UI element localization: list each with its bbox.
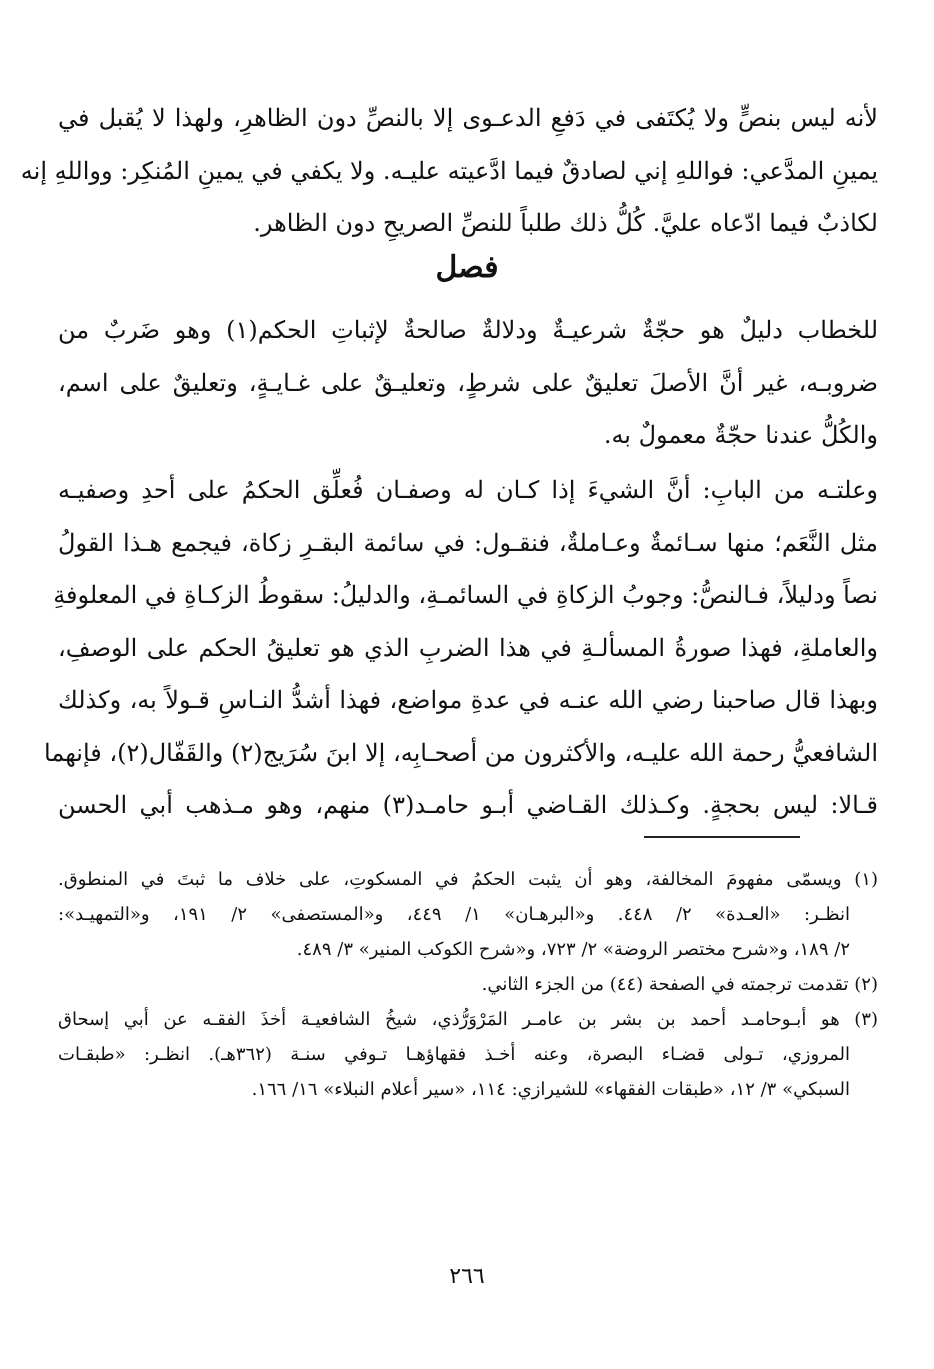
- footnote-2: [58, 967, 878, 1002]
- paragraph-line: نصاً ودليلاً، فـالنصُّ: وجوبُ الزكاةِ في السائمـةِ، والدليلُ: سقوطُ الزكـاةِ في المعلوفةِ: [53, 581, 878, 609]
- paragraph-line: وعلتـه من البابِ: أنَّ الشيءَ إذا كـان له وصفـان فُعلِّق الحكمُ على أحدِ وصفيـه: [58, 476, 878, 504]
- section-heading: فصل: [435, 250, 499, 285]
- footnote-line: (٣) هو أبـوحامـد أحمد بن بشر بن عامـر المَرْوَرُّذي، شيخُ الشافعيـة أخذَ الفقـه عن أبي إسحاق: [58, 1009, 878, 1030]
- footnote-line: المروزي، تـولى قضـاء البصرة، وعنه أخـذ فقهاؤهـا تـوفي سنـة (٣٦٢هـ). انظـر: «طبقـات: [58, 1044, 851, 1065]
- paragraph-1: [20, 92, 878, 250]
- footnote-line: (٢) تقدمت ترجمته في الصفحة (٤٤) من الجزء الثاني.: [481, 974, 878, 995]
- paragraph-line: وبهذا قال صاحبنا رضي الله عنـه في عدةِ مواضع، فهذا أشدُّ النـاسِ قـولاً به، وكذلك: [58, 686, 878, 714]
- paragraph-line: مثل النَّعَم؛ منها سـائمةٌ وعـاملةٌ، فنقـول: في سائمة البقـرِ زكاة، فيجمع هـذا القولُ: [58, 528, 878, 557]
- paragraph-line: ضروبـه، غير أنَّ الأصلَ تعليقٌ على شرطٍ، وتعليـقٌ على غـايـةٍ، وتعليقٌ على اسم،: [58, 368, 878, 397]
- page-number: ٢٦٦: [449, 1264, 485, 1289]
- paragraph-line: للخطاب دليلٌ هو حجّةٌ شرعيـةٌ ودلالةٌ صالحةٌ لإثباتِ الحكم(١) وهو ضَربٌ من: [58, 316, 879, 344]
- paragraph-line: والكُلُّ عندنا حجّةٌ معمولٌ به.: [603, 421, 878, 449]
- footnote-line: (١) ويسمّى مفهومَ المخالفة، وهو أن يثبت الحكمُ في المسكوتِ، على خلاف ما ثبتَ في المنطوق.: [58, 869, 878, 890]
- paragraph-line: والعاملةِ، فهذا صورةُ المسألـةِ في هذا الضربِ الذي هو تعليقُ الحكم على الوصفِ،: [58, 633, 878, 662]
- paragraph-line: قـالا: ليس بحجةٍ. وكـذلك القـاضي أبـو حامـد(٣) منهم، وهو مـذهب أبي الحسن: [58, 791, 879, 819]
- paragraph-2: [58, 304, 878, 462]
- paragraph-line: لكاذبٌ فيما ادّعاه عليَّ. كُلُّ ذلك طلباً للنصِّ الصريحِ دون الظاهر.: [253, 209, 878, 237]
- footnote-3: [58, 1002, 878, 1107]
- footnote-line: انظـر: «العـدة» ٢/ ٤٤٨. و«البرهـان» ١/ ٤٤٩، و«المستصفى» ٢/ ١٩١، و«التمهيـد»:: [58, 904, 851, 925]
- paragraph-line: يمينِ المدَّعي: فواللهِ إني لصادقٌ فيما ادَّعيته عليـه. ولا يكفي في يمينِ المُنكِر: وواللهِ إنه: [20, 156, 878, 185]
- footnote-1: [58, 862, 878, 967]
- paragraph-3: [44, 464, 879, 832]
- footnote-line: ٢/ ١٨٩، و«شرح مختصر الروضة» ٢/ ٧٢٣، و«شرح الكوكب المنير» ٣/ ٤٨٩.: [296, 939, 850, 960]
- footnote-divider: [644, 836, 800, 838]
- paragraph-line: الشافعيُّ رحمة الله عليـه، والأكثرون من أصحـابِه، إلا ابنَ سُرَيج(٢) والقَفّال(٢)، فإنهما: [44, 738, 878, 767]
- paragraph-line: لأنه ليس بنصٍّ ولا يُكتَفى في دَفعِ الدعـوى إلا بالنصِّ دون الظاهرِ، ولهذا لا يُقبل في: [58, 104, 878, 132]
- footnotes: [58, 862, 878, 1107]
- footnote-line: السبكي» ٣/ ١٢، «طبقات الفقهاء» للشيرازي: ١١٤، «سير أعلام النبلاء» ١٦/ ١٦٦.: [251, 1079, 850, 1100]
